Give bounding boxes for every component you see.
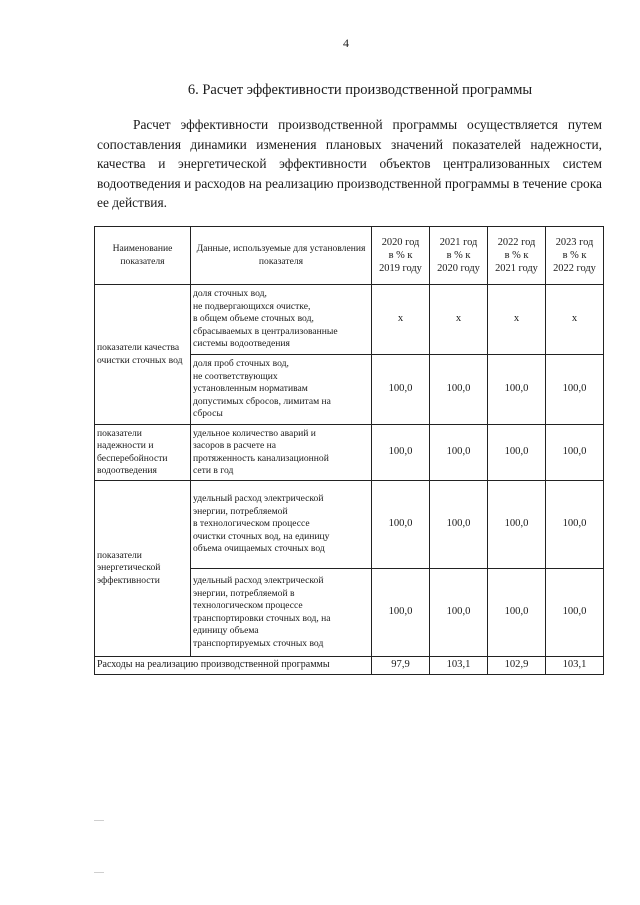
- row-description: [191, 355, 372, 425]
- page-number: 4: [343, 36, 349, 50]
- header-year-2021: [430, 227, 488, 285]
- value-cell: 100,0: [546, 481, 604, 569]
- description-line: транспортируемых сточных вод: [193, 637, 324, 649]
- header-year-line: 2019 году: [379, 263, 422, 274]
- row-description: [191, 481, 372, 569]
- header-year-line: в % к: [388, 250, 413, 261]
- header-year-line: в % к: [446, 250, 471, 261]
- header-year-line: в % к: [504, 250, 529, 261]
- description-line: энергии, потребляемой: [193, 505, 288, 517]
- table-row: [95, 425, 604, 481]
- description-line: доля проб сточных вод,: [193, 358, 289, 370]
- header-data-used: Данные, используемые для установления показателя: [191, 227, 372, 285]
- table-header-row: [95, 227, 604, 285]
- scan-margin-mark: [94, 872, 104, 873]
- header-year-2022: [488, 227, 546, 285]
- value-cell: 100,0: [372, 425, 430, 481]
- group-reliability-label: показатели надежности и бесперебойности водоотведения: [95, 425, 191, 481]
- header-year-line: 2022 году: [553, 263, 596, 274]
- header-year-line: 2022 год: [497, 237, 536, 248]
- description-line: доля сточных вод,: [193, 288, 267, 300]
- header-year-line: 2023 год: [555, 237, 594, 248]
- total-value-cell: 102,9: [488, 657, 546, 675]
- description-line: в общем объеме сточных вод,: [193, 313, 314, 325]
- description-line: сбросы: [193, 408, 223, 420]
- value-cell: 100,0: [488, 355, 546, 425]
- total-value-cell: 97,9: [372, 657, 430, 675]
- value-cell: 100,0: [372, 355, 430, 425]
- value-cell: x: [430, 285, 488, 355]
- description-line: объема очищаемых сточных вод: [193, 543, 325, 555]
- value-cell: x: [546, 285, 604, 355]
- description-line: транспортировки сточных вод, на: [193, 612, 331, 624]
- value-cell: 100,0: [488, 481, 546, 569]
- header-year-line: 2021 год: [439, 237, 478, 248]
- description-line: технологическом процессе: [193, 600, 303, 611]
- header-year-line: 2020 году: [437, 263, 480, 274]
- description-line: протяженность канализационной: [193, 452, 329, 464]
- value-cell: 100,0: [372, 481, 430, 569]
- header-year-2023: [546, 227, 604, 285]
- total-value-cell: 103,1: [546, 657, 604, 675]
- total-row: [95, 657, 604, 675]
- description-line: очистки сточных вод, на единицу: [193, 530, 330, 542]
- value-cell: 100,0: [430, 569, 488, 657]
- description-line: единицу объема: [193, 625, 259, 636]
- description-line: удельный расход электрической: [193, 493, 324, 505]
- row-description: [191, 425, 372, 481]
- value-cell: 100,0: [372, 569, 430, 657]
- group-quality-label: показатели качества очистки сточных вод: [95, 285, 191, 425]
- header-year-line: 2020 год: [381, 237, 420, 248]
- header-year-2020: [372, 227, 430, 285]
- row-description: [191, 285, 372, 355]
- section-title: 6. Расчет эффективности производственной программы: [187, 82, 533, 98]
- value-cell: 100,0: [488, 425, 546, 481]
- table-row: [95, 481, 604, 569]
- description-line: установленным нормативам: [193, 383, 308, 395]
- indicators-table: [94, 226, 604, 675]
- header-year-line: 2021 году: [495, 263, 538, 274]
- description-line: не соответствующих: [193, 370, 278, 382]
- description-line: в технологическом процессе: [193, 518, 310, 530]
- value-cell: 100,0: [430, 355, 488, 425]
- value-cell: x: [372, 285, 430, 355]
- value-cell: 100,0: [488, 569, 546, 657]
- value-cell: 100,0: [430, 425, 488, 481]
- description-line: допустимых сбросов, лимитам на: [193, 395, 331, 407]
- value-cell: 100,0: [546, 355, 604, 425]
- header-year-line: в % к: [562, 250, 587, 261]
- total-label: Расходы на реализацию производственной программы: [95, 657, 372, 675]
- value-cell: 100,0: [546, 569, 604, 657]
- value-cell: 100,0: [546, 425, 604, 481]
- header-indicator-name: Наименование показателя: [95, 227, 191, 285]
- description-line: засоров в расчете на: [193, 440, 276, 451]
- value-cell: x: [488, 285, 546, 355]
- total-value-cell: 103,1: [430, 657, 488, 675]
- value-cell: 100,0: [430, 481, 488, 569]
- description-line: не подвергающихся очистке,: [193, 300, 311, 312]
- table-row: [95, 285, 604, 355]
- group-energy-label: показатели энергетической эффективности: [95, 481, 191, 657]
- description-line: удельный расход электрической: [193, 575, 324, 586]
- scan-margin-mark: [94, 820, 104, 821]
- intro-paragraph: Расчет эффективности производственной программы осуществляется путем сопоставления динамики изменения плановых значений показателей надежности, качества и энергетической эффективности объектов централизованных систем водоотведения и расходов на реализацию производственной программы в течение срока ее действия.: [97, 117, 602, 210]
- description-line: сети в год: [193, 465, 234, 476]
- row-description: [191, 569, 372, 657]
- description-line: удельное количество аварий и: [193, 427, 316, 439]
- description-line: энергии, потребляемой в: [193, 587, 295, 599]
- description-line: системы водоотведения: [193, 338, 290, 350]
- description-line: сбрасываемых в централизованные: [193, 325, 338, 337]
